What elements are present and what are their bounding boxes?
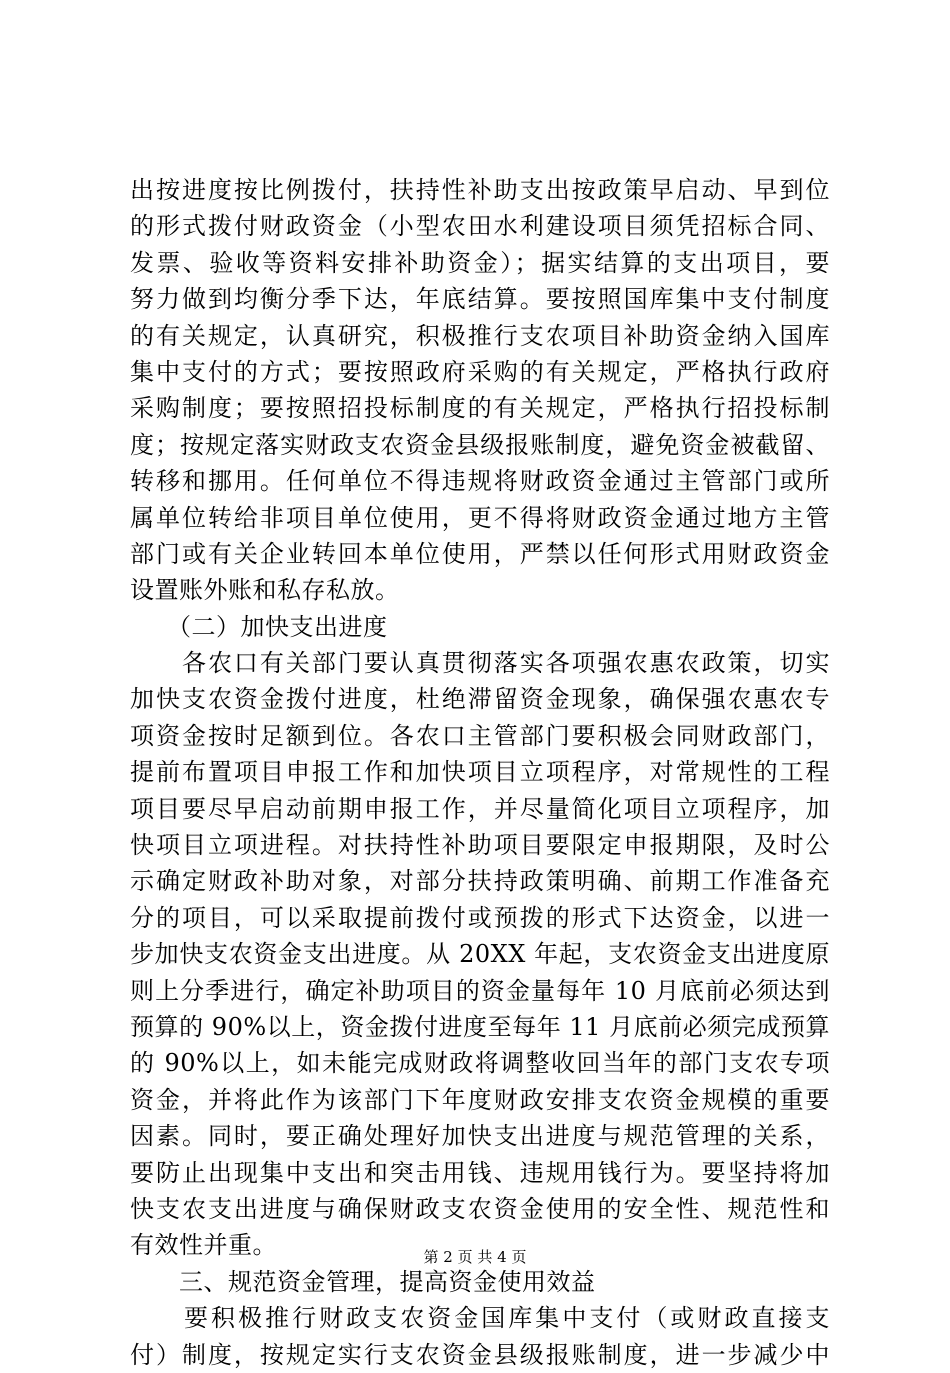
text-line: 项目要尽早启动前期申报工作，并尽量简化项目立项程序，加 — [130, 794, 830, 823]
text-line: 步加快支农资金支出进度。从 20XX 年起，支农资金支出进度原 — [130, 940, 830, 969]
text-line: 的有关规定，认真研究，积极推行支农项目补助资金纳入国库 — [130, 321, 830, 350]
text-line: 因素。同时，要正确处理好加快支出进度与规范管理的关系， — [130, 1122, 830, 1151]
text-line: （二）加快支出进度 — [130, 612, 388, 641]
text-line: 出按进度按比例拨付，扶持性补助支出按政策早启动、早到位 — [130, 176, 830, 204]
text-line: 分的项目，可以采取提前拨付或预拨的形式下达资金，以进一 — [130, 903, 830, 932]
text-line: 三、规范资金管理，提高资金使用效益 — [130, 1267, 596, 1296]
text-line: 项资金按时足额到位。各农口主管部门要积极会同财政部门， — [130, 721, 830, 750]
text-line: 采购制度；要按照招投标制度的有关规定，严格执行招投标制 — [130, 394, 830, 423]
text-line: 提前布置项目申报工作和加快项目立项程序，对常规性的工程 — [130, 758, 830, 787]
text-line: 的形式拨付财政资金（小型农田水利建设项目须凭招标合同、 — [130, 212, 830, 241]
text-line: 资金，并将此作为该部门下年度财政安排支农资金规模的重要 — [130, 1085, 830, 1114]
text-line: 部门或有关企业转回本单位使用，严禁以任何形式用财政资金 — [130, 539, 830, 568]
text-line: 集中支付的方式；要按照政府采购的有关规定，严格执行政府 — [130, 357, 830, 386]
text-line: 则上分季进行，确定补助项目的资金量每年 10 月底前必须达到 — [130, 976, 830, 1005]
text-line: 加快支农资金拨付进度，杜绝滞留资金现象，确保强农惠农专 — [130, 685, 830, 714]
text-line: 的 90%以上，如未能完成财政将调整收回当年的部门支农专项 — [130, 1049, 830, 1078]
text-line: 预算的 90%以上，资金拨付进度至每年 11 月底前必须完成预算 — [130, 1012, 830, 1041]
text-line: 发票、验收等资料安排补助资金）；据实结算的支出项目，要 — [130, 248, 830, 277]
text-line: 设置账外账和私存私放。 — [130, 576, 400, 605]
text-line: 示确定财政补助对象，对部分扶持政策明确、前期工作准备充 — [130, 867, 830, 896]
body-text — [130, 172, 830, 1373]
text-line: 转移和挪用。任何单位不得违规将财政资金通过主管部门或所 — [130, 467, 830, 496]
text-line: 快支农支出进度与确保财政支农资金使用的安全性、规范性和 — [130, 1194, 830, 1223]
text-line: 各农口有关部门要认真贯彻落实各项强农惠农政策，切实 — [130, 649, 830, 678]
text-line: 付）制度，按规定实行支农资金县级报账制度，进一步减少中 — [130, 1340, 830, 1369]
page-footer: 第 2 页 共 4 页 — [423, 1248, 527, 1266]
text-line: 努力做到均衡分季下达，年底结算。要按照国库集中支付制度 — [130, 285, 830, 314]
text-line: 要防止出现集中支出和突击用钱、违规用钱行为。要坚持将加 — [130, 1158, 830, 1187]
text-line: 要积极推行财政支农资金国库集中支付（或财政直接支 — [130, 1304, 830, 1333]
text-line: 度；按规定落实财政支农资金县级报账制度，避免资金被截留、 — [130, 430, 830, 459]
text-line: 属单位转给非项目单位使用，更不得将财政资金通过地方主管 — [130, 503, 830, 532]
text-line: 有效性并重。 — [130, 1231, 277, 1260]
text-line: 快项目立项进程。对扶持性补助项目要限定申报期限，及时公 — [130, 831, 830, 860]
